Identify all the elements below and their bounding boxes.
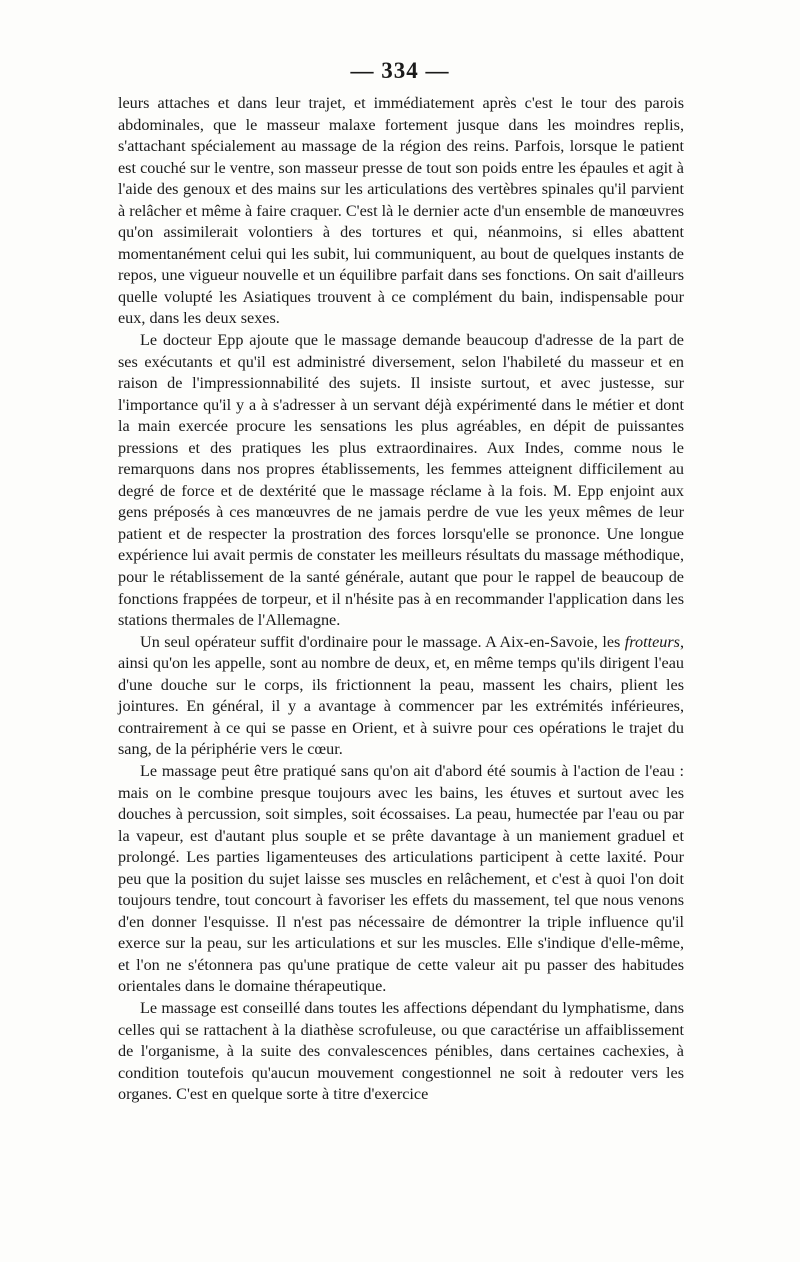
paragraph-3-text-end: , ainsi qu'on les appelle, sont au nombre de deux, et, en même temps qu'ils dirigent l'eau d'une douche sur le corps, ils frictionnent la peau, massent les chairs, plient les jointures. En général, il y a avantage à commencer par les extrémités inférieures, contrairement à ce qui se passe en Orient, et à suivre pour ces opérations le trajet du sang, de la périphérie vers le cœur. [118,632,684,759]
paragraph-4: Le massage peut être pratiqué sans qu'on ait d'abord été soumis à l'action de l'eau : mais on le combine presque toujours avec les bains, les étuves et surtout avec les douches à percussion, soit simples, soit écossaises. La peau, humectée par l'eau ou par la vapeur, est d'autant plus souple et se prête davantage à un maniement graduel et prolongé. Les parties ligamenteuses des articulations participent à cette laxité. Pour peu que la position du sujet laisse ses muscles en relâchement, et c'est à quoi l'on doit toujours tendre, tout concourt à favoriser les effets du massement, tel que nous venons d'en donner l'esquisse. Il n'est pas nécessaire de démontrer la triple influence qu'il exerce sur la peau, sur les articulations et sur les muscles. Elle s'indique d'elle-même, et l'on ne s'étonnera pas qu'une pratique de cette valeur ait pu passer des habitudes orientales dans le domaine thérapeutique. [118,761,684,996]
page-number: — 334 — [350,58,450,83]
paragraph-2: Le docteur Epp ajoute que le massage demande beaucoup d'adresse de la part de ses exécutants et qu'il est administré diversement, selon l'habileté du masseur et en raison de l'impressionnabilité des sujets. Il insiste surtout, et avec justesse, sur l'importance qu'il y a à s'adresser à un servant déjà expérimenté dans le métier et dont la main exercée procure les sensations les plus agréables, en dépit de puissantes pressions et des pratiques les plus extraordinaires. Aux Indes, comme nous le remarquons dans nos propres établissements, les femmes atteignent difficilement au degré de force et de dextérité que le massage réclame à la fois. M. Epp enjoint aux gens préposés à ces manœuvres de ne jamais perdre de vue les yeux mêmes de leur patient et de respecter la prostration des forces lorsqu'elle se prononce. Une longue expérience lui avait permis de constater les meilleurs résultats du massage méthodique, pour le rétablissement de la santé générale, autant que pour le rappel de beaucoup de fonctions frappées de torpeur, et il n'hésite pas à en recommander l'application dans les stations thermales de l'Allemagne. [118,331,684,630]
paragraph-3 [118,632,684,761]
paragraph-1: leurs attaches et dans leur trajet, et immédiatement après c'est le tour des parois abdominales, que le masseur malaxe fortement jusque dans les moindres replis, s'attachant spécialement au massage de la région des reins. Parfois, lorsque le patient est couché sur le ventre, son masseur presse de tout son poids entre les épaules et agit à l'aide des genoux et des mains sur les articulations des vertèbres spinales qu'il parvient à relâcher et même à faire craquer. C'est là le dernier acte d'un ensemble de manœuvres qu'on assimilerait volontiers à des tortures et qui, néanmoins, si elles abattent momentanément celui qui les subit, lui communiquent, au bout de quelques instants de repos, une vigueur nouvelle et un équilibre parfait dans ses fonctions. On sait d'ailleurs quelle volupté les Asiatiques trouvent à ce complément du bain, indispensable pour eux, dans les deux sexes. [118,94,684,328]
paragraph-3-text-start: Un seul opérateur suffit d'ordinaire pour le massage. A Aix-en-Savoie, les [140,632,625,651]
body-text [118,93,684,1106]
italic-term-frotteurs: frotteurs [624,632,680,651]
paragraph-5: Le massage est conseillé dans toutes les affections dépendant du lymphatisme, dans celles qui se rattachent à la diathèse scrofuleuse, ou que caractérise un affaiblissement de l'organisme, à la suite des convalescences pénibles, dans certaines cachexies, à condition toutefois qu'aucun mouvement congestionnel ne soit à redouter vers les organes. C'est en quelque sorte à titre d'exercice [118,998,684,1104]
